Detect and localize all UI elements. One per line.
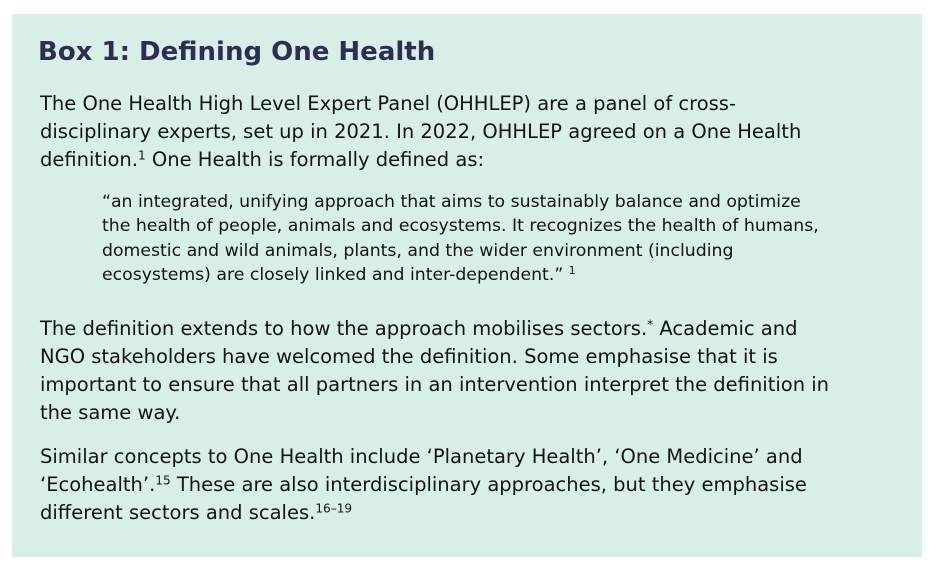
definition-box <box>12 14 922 557</box>
definition-quote <box>102 190 819 287</box>
concepts-line: Similar concepts to One Health include ‘Planetary Health’, ‘One Medicine’ and <box>40 445 803 468</box>
definition-scope-paragraph <box>40 315 829 427</box>
quote-line: “an integrated, unifying approach that aims to sustainably balance and optimize <box>102 192 801 212</box>
intro-line <box>40 146 801 174</box>
scope-line: important to ensure that all partners in an intervention interpret the definition in <box>40 373 830 396</box>
footnote-ref: 1 <box>138 148 146 163</box>
concepts-text: different sectors and scales. <box>40 501 316 524</box>
similar-concepts-paragraph <box>40 443 807 527</box>
footnote-ref: 15 <box>155 473 171 488</box>
intro-text: One Health is formally defined as: <box>145 148 485 171</box>
scope-line <box>40 315 829 343</box>
scope-line: NGO stakeholders have welcomed the definition. Some emphasise that it is <box>40 345 778 368</box>
concepts-text: ‘Ecohealth’. <box>40 473 156 496</box>
intro-paragraph <box>40 90 801 174</box>
intro-line: The One Health High Level Expert Panel (OHHLEP) are a panel of cross- <box>40 92 736 115</box>
footnote-ref: 1 <box>568 264 576 277</box>
intro-text: definition. <box>40 148 138 171</box>
box-title: Box 1: Defining One Health <box>38 37 436 67</box>
quote-line <box>102 263 819 287</box>
concepts-line <box>40 499 807 527</box>
scope-text: The definition extends to how the approach mobilises sectors. <box>40 317 648 340</box>
quote-text: ecosystems) are closely linked and inter-dependent.” <box>102 264 564 285</box>
footnote-ref: * <box>647 317 654 332</box>
quote-line: domestic and wild animals, plants, and the wider environment (including <box>102 240 734 261</box>
scope-line: the same way. <box>40 401 181 424</box>
concepts-text: These are also interdisciplinary approaches, but they emphasise <box>170 473 807 496</box>
intro-line: disciplinary experts, set up in 2021. In 2022, OHHLEP agreed on a One Health <box>40 120 802 143</box>
scope-text: Academic and <box>653 317 798 340</box>
footnote-ref: 16–19 <box>315 501 353 516</box>
concepts-line <box>40 471 807 499</box>
quote-line: the health of people, animals and ecosystems. It recognizes the health of humans, <box>102 216 819 237</box>
